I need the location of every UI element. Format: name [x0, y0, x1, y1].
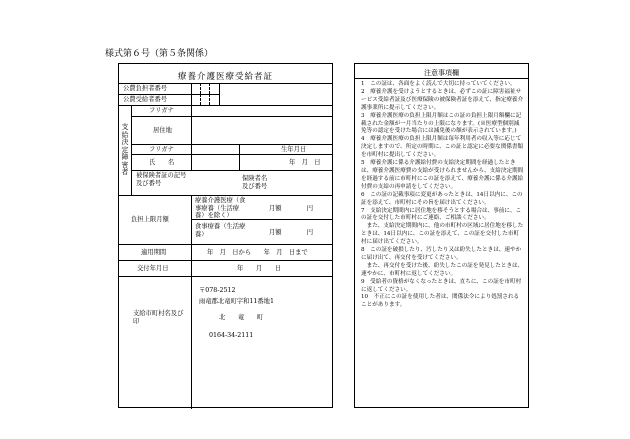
note-item: 7 支給決定期間内に居住地を移そうとする場合は、事前に、この証を交付した市町村にご連絡、ご相談ください。: [361, 207, 522, 222]
municipality-name: 北 竜 町: [219, 314, 264, 321]
birth-date-label: 生年月日: [281, 146, 307, 153]
note-item: 6 この証の記載事項に変更があったときは、14日以内に、この証を添えて、市町村にその旨を届け出てください。: [361, 191, 523, 206]
insured-symbol-label: 被保険者証の記号及び番号: [136, 172, 187, 187]
recipient-group-label: 支給決定障害者: [121, 123, 129, 176]
note-item: 5 療養介護に係る介護給付費の支給決定期間を経過したときは、療養介護医療費の支給が受けられませんから、支給決定期間を経過する前に市町村にこの証を添えて、療養介護に係る介護給付費の支給の再申請をしてください。: [361, 160, 524, 190]
birth-date-value: 年 月 日: [289, 159, 321, 166]
public-recipient-number-label: 公費受給者番号: [123, 96, 168, 103]
name-label: 氏 名: [149, 159, 175, 166]
insurer-name-label: 保険者名及び番号: [242, 175, 268, 190]
meal-care-monthly-amount: 月額 円: [269, 229, 314, 236]
municipality-postal-code: 〒078-2512: [199, 287, 236, 294]
note-item: 10 不正にこの証を使用した者は、関係法令により処罰されることがあります。: [361, 294, 520, 309]
notes-panel: [354, 63, 529, 408]
furigana-label-2: フリガナ: [149, 146, 174, 153]
public-payer-number-label: 公費負担者番号: [123, 85, 168, 92]
municipality-label: 支給市町村名及び印: [133, 310, 184, 325]
issue-date-label: 交付年月日: [137, 265, 169, 272]
note-item: 8 この証を破損したり、汚したり又は紛失したときは、速やかに届け出て、再交付を受けてください。: [361, 247, 522, 261]
note-item: 4 療養介護医療の負担上限月額は毎年利用者の収入等に応じて決定しますので、所定の時期に、この証と認定に必要な関係書類を市町村に提出してください。: [361, 136, 524, 159]
address-label: 居住地: [153, 127, 172, 134]
issue-date-value: 年 月 日: [237, 265, 282, 272]
notes-title: 注意事項欄: [424, 69, 459, 77]
note-item: 1 この証は、各面をよく読んで大切に持っていてください。: [361, 81, 516, 87]
certificate-title: 療養介護医療受給者証: [177, 72, 273, 82]
form-number-label: 様式第６号（第５条関係）: [105, 49, 214, 59]
meal-care-label: 食事療養（生活療養）: [195, 223, 246, 238]
note-item: 9 受給者の資格がなくなったときは、直ちに、この証を市町村に返してください。: [361, 278, 522, 293]
copay-limit-label: 負担上限月額: [131, 216, 169, 223]
notes-list: [361, 81, 524, 310]
municipality-address: 雨竜郡北竜町字和11番地1: [199, 298, 274, 305]
furigana-label-1: フリガナ: [149, 107, 174, 114]
municipality-phone: 0164-34-2111: [209, 332, 254, 339]
medical-care-monthly-amount: 月額 円: [269, 205, 314, 212]
certificate-panel: [118, 63, 333, 408]
valid-period-value: 年 月 日から 年 月 日まで: [207, 249, 308, 256]
note-item: 2 療養介護を受けようとするときは、必ずこの証に障害福祉サービス受給者証及び医療保険の被保険者証を添えて、指定療養介護事業所に提示してください。: [361, 88, 524, 111]
note-item: また、支給決定期間内に、他の市町村の区域に居住地を移したときは、14日以内に、この証を添えて、この証を交付した市町村に届け出てください。: [361, 223, 524, 246]
medical-care-label: 療養介護医療（食事療養（生活療養）を除く）: [195, 197, 246, 219]
note-item: また、再交付を受けた後、紛失したこの証を発見したときは、速やかに、市町村に返してください。: [361, 262, 524, 277]
note-item: 3 療養介護医療の負担上限月額はこの証の負担上限月額欄に記載された金額が一月当たりの上限になります。(※医療型個別減免等の認定を受けた場合には減免後の額が表示されています。): [361, 112, 522, 135]
valid-period-label: 適用期間: [141, 249, 167, 256]
